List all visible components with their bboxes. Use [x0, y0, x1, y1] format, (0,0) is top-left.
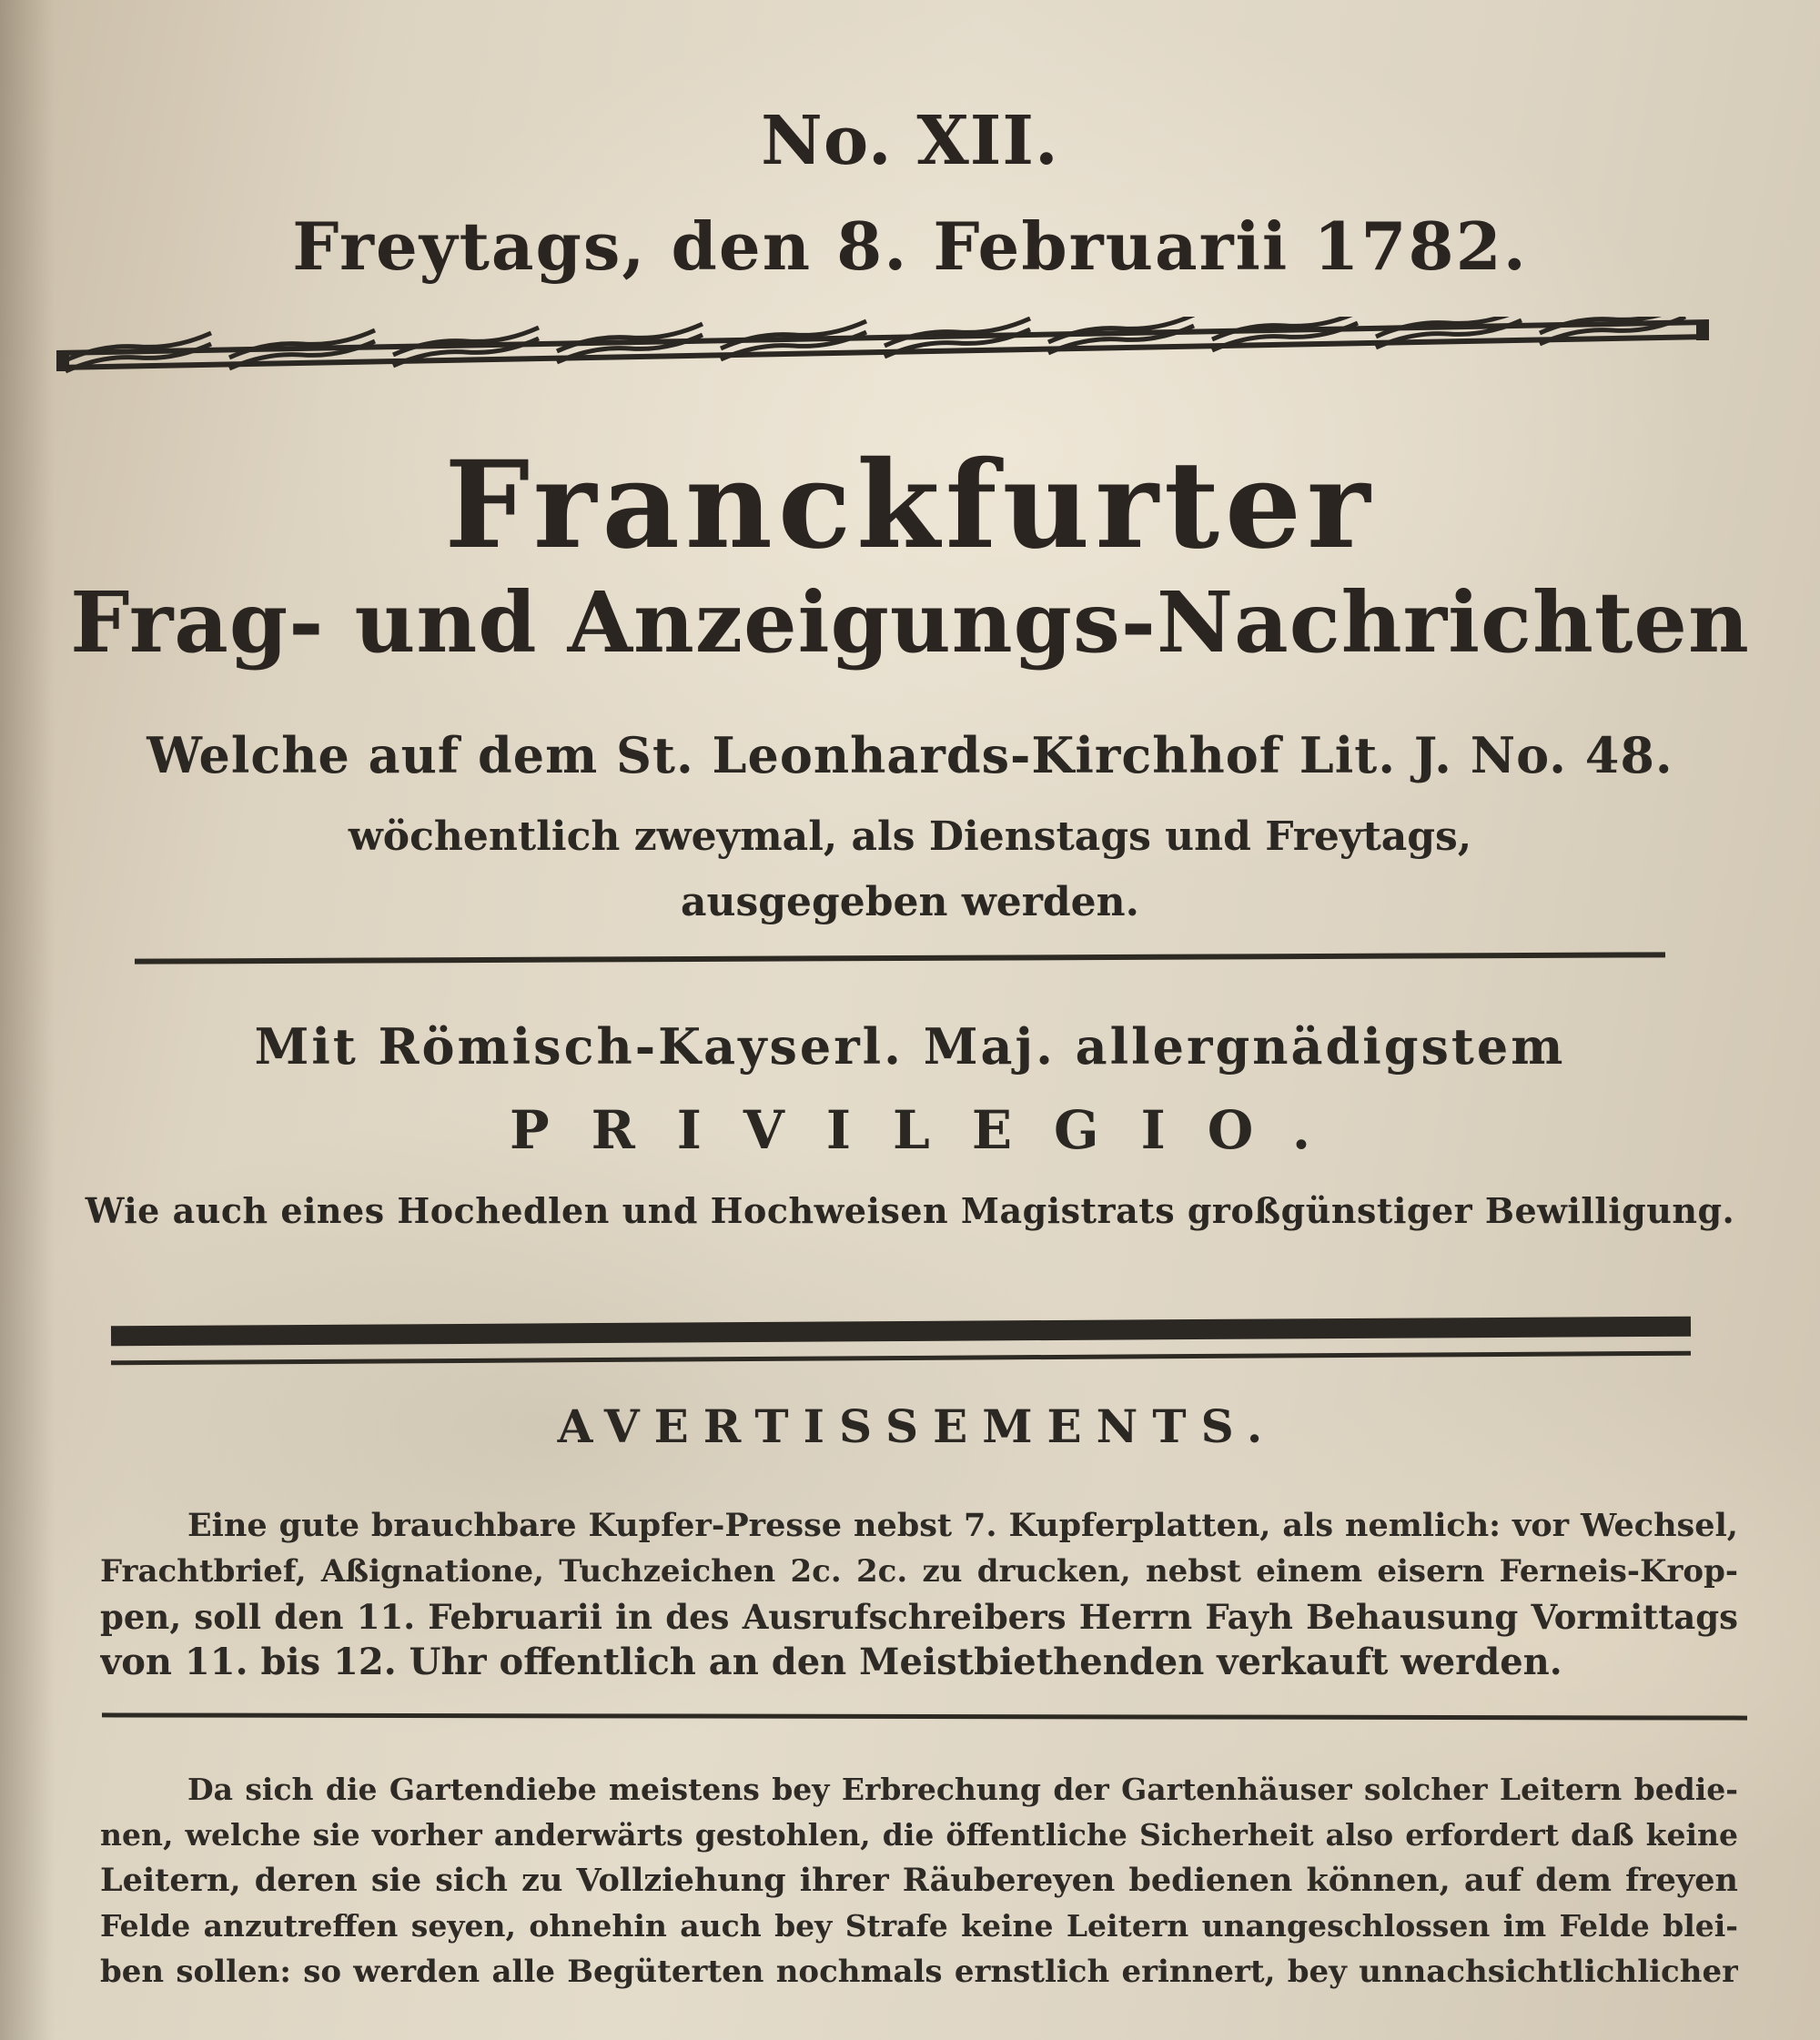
paragraph-line: pen, soll den 11. Februarii in des Ausrufschreibers Herrn Fayh Behausung Vormittags — [100, 1597, 1738, 1637]
issue-number: No. XII. — [761, 102, 1059, 180]
paragraph-line: Eine gute brauchbare Kupfer-Presse nebst 7. Kupferplatten, als nemlich: vor Wechsel, — [187, 1507, 1738, 1544]
divider-rule — [135, 952, 1665, 964]
chain-ornament-rule — [56, 317, 1709, 386]
paragraph-line: Da sich die Gartendiebe meistens bey Erbrechung der Gartenhäuser solcher Leitern bedie- — [187, 1772, 1738, 1807]
paragraph-line: Frachtbrief, Aßignatione, Tuchzeichen 2c. 2c. zu drucken, nebst einem eisern Ferneis-Krop- — [100, 1553, 1738, 1590]
subtitle-address: Welche auf dem St. Leonhards-Kirchhof Lit. J. No. 48. — [147, 726, 1673, 784]
paragraph-line: nen, welche sie vorher anderwärts gestohlen, die öffentliche Sicherheit also erfordert daß keine — [100, 1817, 1738, 1853]
privilegio-heading: PRIVILEGIO. — [509, 1099, 1353, 1161]
paragraph-line: Felde anzutreffen seyen, ohnehin auch bey Strafe keine Leitern unangeschlossen im Felde blei- — [100, 1908, 1738, 1944]
thick-divider-rule — [111, 1317, 1691, 1347]
advertisement-paragraph-2 — [100, 1767, 1738, 1995]
paragraph-line: Leitern, deren sie sich zu Vollziehung ihrer Räubereyen bedienen können, auf dem freyen — [100, 1862, 1738, 1899]
advertisement-paragraph-1 — [100, 1503, 1738, 1685]
paragraph-line: von 11. bis 12. Uhr offentlich an den Meistbiethenden verkauft werden. — [100, 1641, 1562, 1683]
privilege-line: Mit Römisch-Kayserl. Maj. allergnädigstem — [254, 1017, 1566, 1076]
section-heading: AVERTISSEMENTS. — [557, 1399, 1278, 1453]
subtitle-issued: ausgegeben werden. — [681, 879, 1139, 925]
paragraph-line: ben sollen: so werden alle Begüterten nochmals ernstlich erinnert, bey unnachsichtlichlicher — [100, 1954, 1738, 1990]
issue-date: Freytags, den 8. Februarii 1782. — [292, 207, 1528, 285]
magistrat-approval-line: Wie auch eines Hochedlen und Hochweisen Magistrats großgünstiger Bewilligung. — [85, 1190, 1735, 1231]
title-line-1: Franckfurter — [444, 435, 1376, 576]
thin-divider-rule — [111, 1351, 1691, 1366]
paragraph-divider-rule — [102, 1712, 1747, 1720]
subtitle-frequency: wöchentlich zweymal, als Dienstags und Freytags, — [348, 813, 1472, 860]
title-line-2: Frag- und Anzeigungs-Nachrichten — [70, 573, 1750, 672]
